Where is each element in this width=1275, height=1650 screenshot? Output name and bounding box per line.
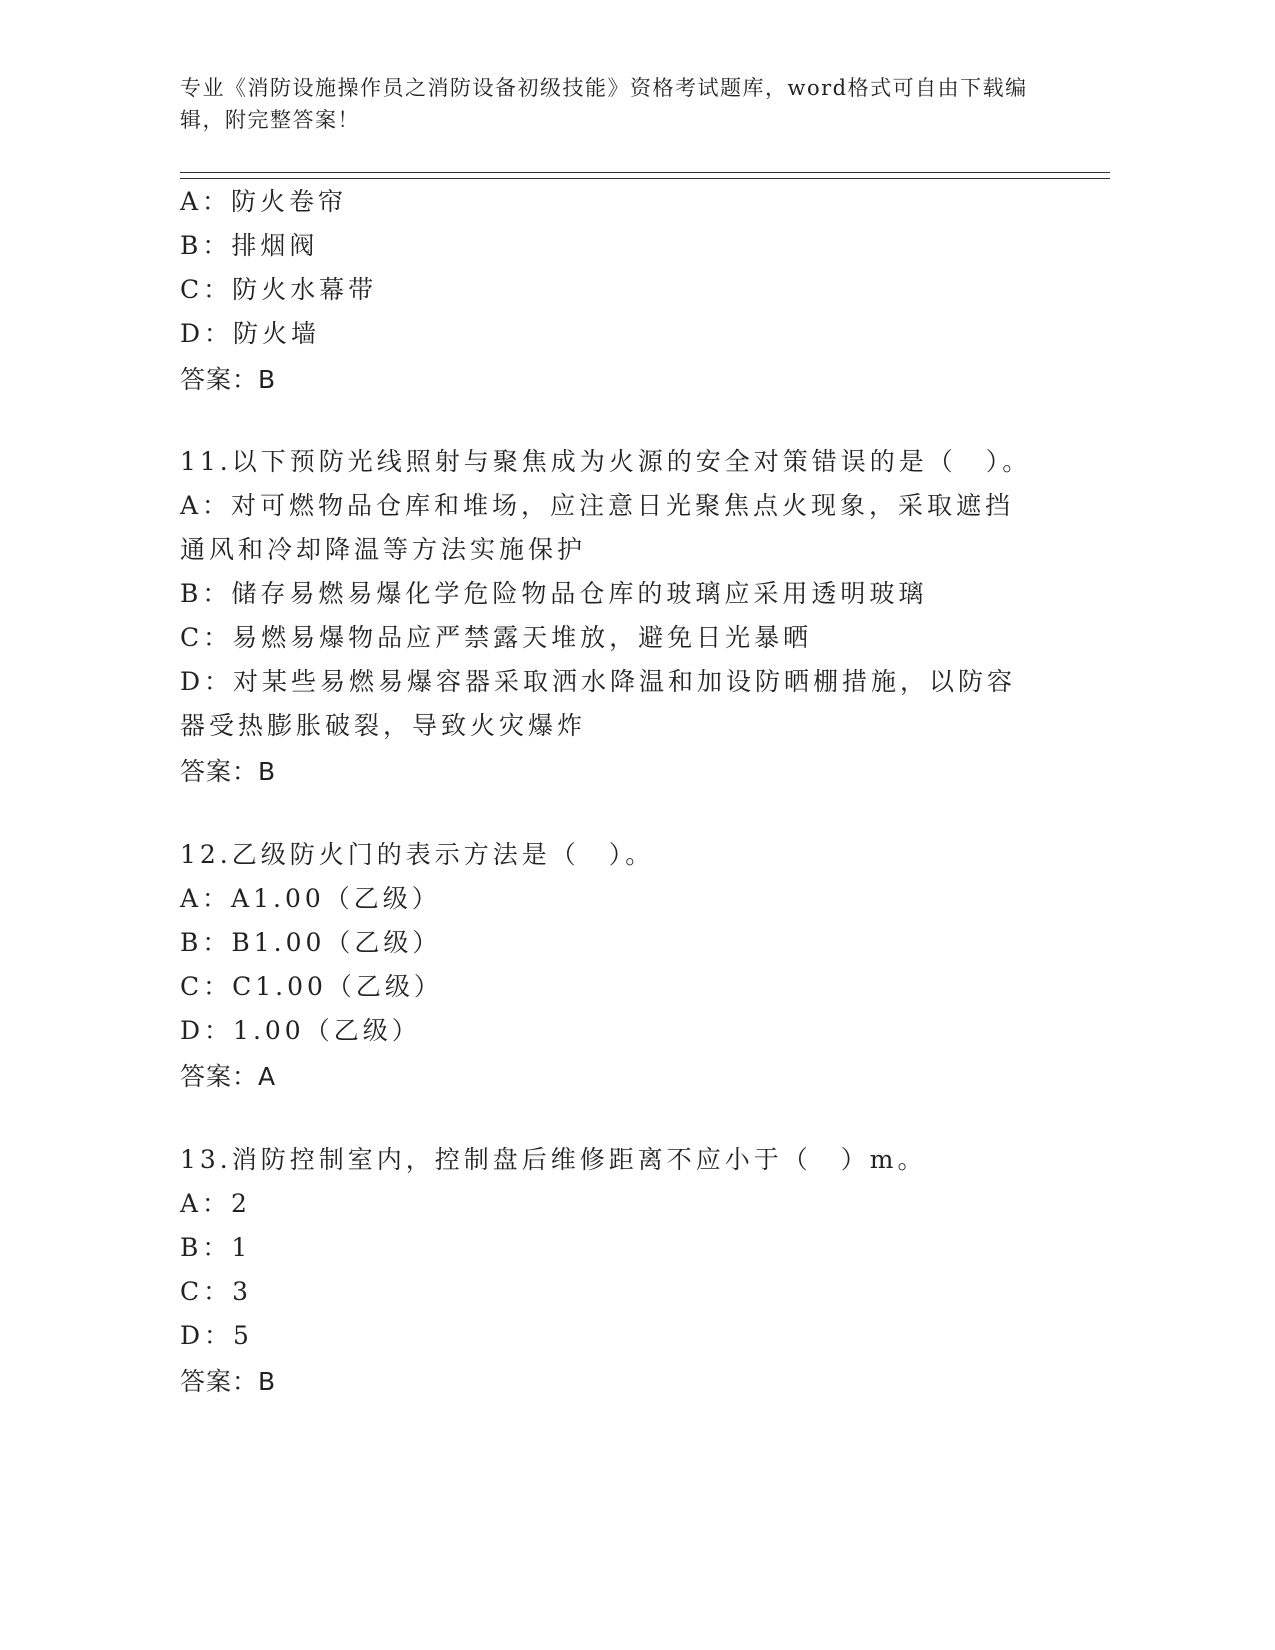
- question-stem: 13.消防控制室内，控制盘后维修距离不应小于（ ）m。: [180, 1145, 927, 1174]
- question-block-12: [180, 833, 1040, 1099]
- option-a: A：2: [180, 1189, 251, 1218]
- question-stem: 11.以下预防光线照射与聚焦成为火源的安全对策错误的是（ ）。: [180, 447, 1032, 476]
- question-block-11: [180, 440, 1040, 794]
- option-c: C：易燃易爆物品应严禁露天堆放，避免日光暴晒: [180, 623, 813, 652]
- question-stem: 12.乙级防火门的表示方法是（ ）。: [180, 840, 655, 869]
- document-page: [180, 0, 1110, 1650]
- option-b: B：1: [180, 1233, 252, 1262]
- option-b: B：储存易燃易爆化学危险物品仓库的玻璃应采用透明玻璃: [180, 579, 928, 608]
- document-header: 专业《消防设施操作员之消防设备初级技能》资格考试题库，word格式可自由下载编辑，附完整答案！: [180, 76, 1028, 132]
- option-d: D：防火墙: [180, 319, 321, 348]
- question-block-13: [180, 1138, 1040, 1404]
- option-a: A：A1.00（乙级）: [180, 884, 441, 913]
- answer-line: 答案：A: [180, 1062, 277, 1091]
- option-c: C：3: [180, 1277, 253, 1306]
- option-a: A：防火卷帘: [180, 187, 348, 216]
- question-block-10: [180, 180, 1040, 402]
- option-d: D：5: [180, 1321, 253, 1350]
- option-c: C：防火水幕带: [180, 275, 378, 304]
- header-divider: [180, 172, 1110, 179]
- answer-line: 答案：B: [180, 757, 277, 786]
- option-c: C：C1.00（乙级）: [180, 972, 443, 1001]
- answer-line: 答案：B: [180, 365, 277, 394]
- option-d: D：对某些易燃易爆容器采取洒水降温和加设防晒棚措施，以防容器受热膨胀破裂，导致火灾爆炸: [180, 667, 1017, 740]
- option-b: B：B1.00（乙级）: [180, 928, 442, 957]
- option-d: D：1.00（乙级）: [180, 1016, 421, 1045]
- option-b: B：排烟阀: [180, 231, 319, 260]
- option-a: A：对可燃物品仓库和堆场，应注意日光聚焦点火现象，采取遮挡通风和冷却降温等方法实施保护: [180, 491, 1015, 564]
- answer-line: 答案：B: [180, 1367, 277, 1396]
